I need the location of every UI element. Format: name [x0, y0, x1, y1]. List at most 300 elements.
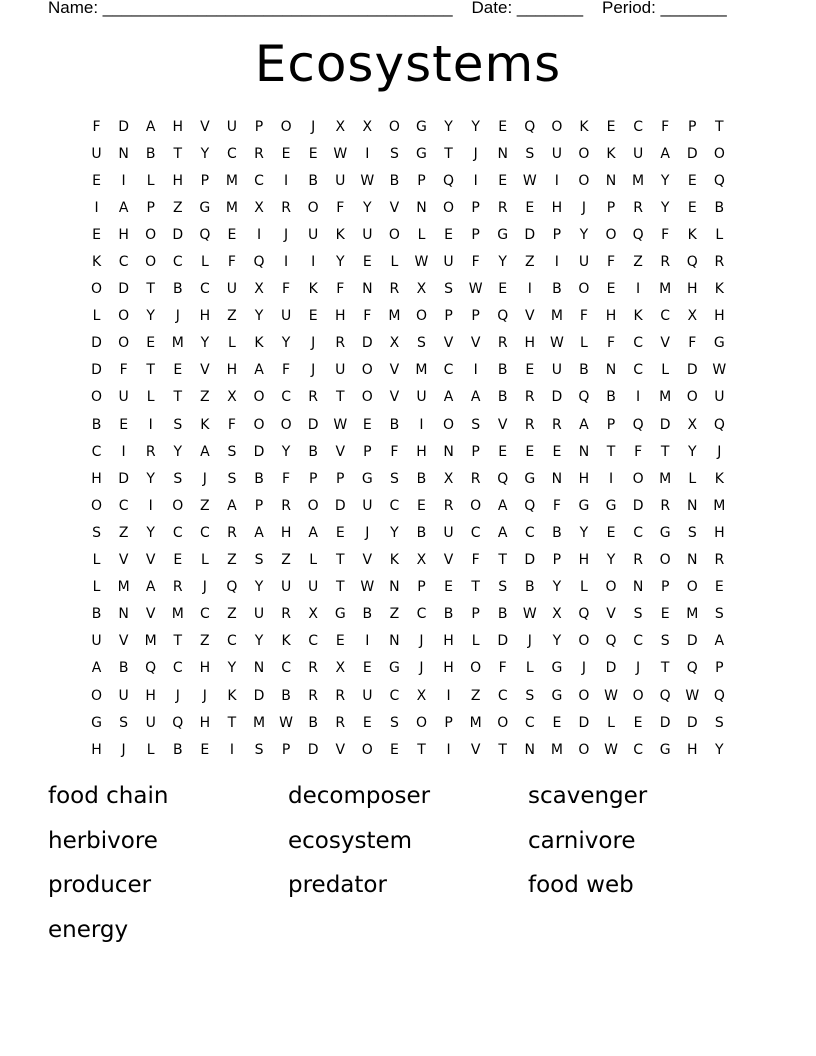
grid-letter: T — [173, 633, 183, 650]
grid-letter: V — [525, 308, 535, 325]
grid-letter: Q — [443, 172, 455, 189]
grid-letter: O — [443, 416, 455, 433]
grid-letter: I — [121, 443, 126, 460]
grid-letter: G — [551, 687, 563, 704]
grid-letter: Y — [281, 335, 291, 352]
grid-letter: S — [227, 443, 237, 460]
grid-letter: D — [118, 118, 129, 135]
grid-letter: M — [659, 470, 672, 487]
grid-letter: J — [636, 660, 641, 677]
grid-letter: T — [471, 579, 480, 596]
grid-letter: C — [91, 443, 102, 460]
grid-letter: Y — [173, 443, 183, 460]
grid-letter: N — [389, 633, 400, 650]
grid-letter: J — [419, 633, 424, 650]
grid-letter: O — [172, 497, 184, 514]
word-bank-item: food chain — [48, 783, 169, 809]
grid-letter: I — [94, 199, 99, 216]
grid-letter: U — [253, 606, 265, 623]
grid-letter: Q — [713, 172, 725, 189]
grid-letter: Y — [552, 633, 562, 650]
grid-letter: L — [146, 172, 155, 189]
grid-letter: N — [605, 172, 617, 189]
grid-letter: E — [444, 226, 453, 243]
grid-row — [83, 736, 733, 763]
grid-letter: D — [253, 443, 265, 460]
grid-letter: P — [254, 118, 264, 135]
grid-letter: R — [308, 389, 319, 406]
grid-letter: U — [362, 687, 373, 704]
grid-letter: B — [254, 470, 264, 487]
grid-letter: Q — [497, 308, 509, 325]
name-field-label: Name: _____________________________________ — [48, 0, 453, 17]
grid-letter: B — [443, 606, 454, 623]
grid-letter: U — [145, 714, 156, 731]
grid-letter: X — [308, 606, 318, 623]
grid-row — [83, 655, 733, 682]
grid-letter: P — [471, 226, 480, 243]
grid-row — [83, 248, 733, 275]
grid-letter: Y — [579, 226, 589, 243]
grid-letter: K — [606, 145, 616, 162]
grid-letter: C — [227, 633, 237, 650]
grid-letter: X — [389, 335, 400, 352]
grid-letter: F — [471, 552, 480, 569]
grid-letter: V — [118, 552, 129, 569]
grid-letter: H — [199, 308, 211, 325]
grid-letter: I — [636, 389, 641, 406]
grid-letter: R — [524, 389, 535, 406]
grid-letter: D — [118, 470, 129, 487]
grid-letter: W — [279, 714, 293, 731]
grid-letter: Y — [254, 633, 264, 650]
grid-letter: N — [118, 145, 129, 162]
grid-letter: Y — [200, 145, 210, 162]
grid-letter: H — [334, 308, 346, 325]
grid-letter: M — [469, 714, 482, 731]
grid-letter: M — [225, 199, 238, 216]
grid-letter: A — [200, 443, 210, 460]
grid-letter: H — [226, 362, 238, 379]
grid-letter: W — [360, 172, 375, 189]
grid-letter: G — [713, 335, 725, 352]
grid-letter: S — [227, 470, 237, 487]
grid-letter: M — [415, 362, 428, 379]
grid-letter: P — [444, 308, 453, 325]
grid-letter: D — [551, 389, 563, 406]
grid-letter: O — [361, 741, 373, 758]
grid-letter: O — [307, 497, 319, 514]
grid-letter: Q — [226, 579, 238, 596]
grid-letter: R — [335, 687, 346, 704]
grid-letter: H — [199, 660, 211, 677]
grid-letter: B — [497, 389, 508, 406]
grid-letter: D — [632, 497, 644, 514]
grid-letter: J — [581, 660, 587, 677]
grid-letter: J — [527, 633, 532, 650]
grid-letter: M — [117, 579, 130, 596]
grid-letter: H — [686, 281, 698, 298]
grid-letter: P — [308, 470, 318, 487]
grid-letter: F — [498, 660, 507, 677]
grid-letter: Q — [659, 687, 671, 704]
grid-letter: F — [634, 443, 643, 460]
grid-letter: I — [473, 172, 478, 189]
grid-letter: V — [470, 335, 481, 352]
grid-letter: O — [361, 362, 373, 379]
grid-letter: I — [554, 254, 559, 271]
grid-letter: D — [659, 416, 671, 433]
grid-letter: R — [281, 606, 291, 623]
grid-letter: C — [633, 335, 643, 352]
grid-letter: T — [227, 714, 237, 731]
grid-letter: E — [606, 524, 616, 541]
grid-letter: X — [552, 606, 562, 623]
grid-letter: D — [253, 687, 265, 704]
grid-letter: T — [417, 741, 426, 758]
grid-letter: P — [471, 199, 480, 216]
grid-letter: Q — [524, 118, 536, 135]
grid-letter: C — [470, 524, 481, 541]
grid-letter: H — [443, 660, 454, 677]
grid-letter: U — [443, 524, 454, 541]
grid-letter: O — [307, 199, 319, 216]
grid-letter: E — [92, 226, 101, 243]
grid-letter: J — [284, 226, 289, 243]
grid-letter: X — [687, 308, 698, 325]
grid-letter: D — [524, 552, 536, 569]
grid-letter: H — [443, 633, 454, 650]
grid-letter: I — [229, 741, 234, 758]
grid-letter: E — [281, 145, 291, 162]
grid-letter: F — [227, 416, 236, 433]
grid-letter: G — [416, 145, 427, 162]
grid-letter: Y — [390, 524, 399, 541]
grid-letter: L — [146, 741, 155, 758]
grid-letter: E — [146, 335, 156, 352]
grid-letter: P — [363, 443, 372, 460]
grid-letter: X — [687, 416, 698, 433]
grid-letter: C — [281, 660, 291, 677]
grid-letter: R — [443, 497, 454, 514]
grid-letter: C — [443, 362, 454, 379]
grid-letter: I — [365, 633, 370, 650]
grid-letter: Q — [145, 660, 157, 677]
grid-letter: N — [687, 497, 698, 514]
grid-letter: W — [333, 416, 348, 433]
grid-letter: J — [473, 145, 478, 162]
grid-letter: R — [714, 254, 725, 271]
grid-letter: V — [389, 389, 400, 406]
grid-letter: Y — [552, 579, 562, 596]
grid-letter: M — [252, 714, 266, 731]
grid-letter: O — [253, 389, 265, 406]
grid-letter: W — [604, 741, 618, 758]
grid-letter: M — [171, 606, 184, 623]
grid-letter: J — [311, 362, 316, 379]
grid-letter: P — [336, 470, 345, 487]
grid-letter: N — [632, 579, 644, 596]
grid-letter: N — [551, 470, 563, 487]
grid-letter: I — [554, 172, 559, 189]
grid-letter: W — [604, 687, 618, 704]
grid-letter: C — [281, 389, 291, 406]
grid-letter: H — [91, 741, 102, 758]
grid-letter: F — [363, 308, 372, 325]
grid-row — [83, 221, 733, 248]
grid-letter: C — [254, 172, 264, 189]
grid-letter: U — [308, 226, 319, 243]
grid-letter: E — [498, 172, 508, 189]
grid-letter: Q — [524, 497, 536, 514]
grid-letter: C — [118, 254, 129, 271]
grid-letter: O — [497, 714, 509, 731]
grid-letter: B — [362, 606, 373, 623]
grid-letter: O — [578, 687, 590, 704]
grid-letter: K — [714, 470, 724, 487]
grid-letter: L — [525, 660, 534, 677]
grid-letter: M — [144, 633, 157, 650]
grid-letter: O — [118, 308, 130, 325]
grid-letter: I — [121, 172, 126, 189]
grid-letter: Q — [632, 226, 644, 243]
grid-letter: Z — [389, 606, 400, 623]
grid-letter: J — [365, 524, 370, 541]
grid-letter: D — [118, 281, 129, 298]
grid-letter: E — [227, 226, 237, 243]
grid-row — [83, 547, 733, 574]
grid-letter: U — [226, 281, 238, 298]
grid-letter: Z — [281, 552, 291, 569]
grid-letter: C — [199, 524, 210, 541]
grid-letter: U — [551, 145, 562, 162]
grid-letter: V — [660, 335, 670, 352]
grid-letter: O — [91, 687, 103, 704]
grid-letter: P — [471, 443, 480, 460]
grid-letter: I — [636, 281, 641, 298]
grid-letter: O — [578, 281, 590, 298]
grid-row — [83, 438, 733, 465]
grid-letter: E — [389, 741, 399, 758]
grid-letter: C — [172, 524, 183, 541]
grid-letter: T — [498, 741, 507, 758]
grid-row — [83, 574, 733, 601]
grid-letter: C — [524, 524, 535, 541]
grid-letter: U — [118, 389, 129, 406]
grid-letter: O — [443, 199, 455, 216]
grid-row — [83, 682, 733, 709]
grid-letter: C — [633, 741, 643, 758]
grid-letter: R — [660, 497, 671, 514]
grid-letter: D — [91, 362, 102, 379]
grid-letter: Q — [578, 606, 590, 623]
grid-letter: Y — [660, 199, 670, 216]
grid-letter: B — [172, 741, 183, 758]
grid-letter: O — [415, 308, 427, 325]
grid-letter: S — [173, 416, 183, 433]
grid-letter: N — [524, 741, 536, 758]
grid-letter: H — [524, 335, 536, 352]
grid-letter: H — [714, 308, 725, 325]
grid-letter: O — [659, 552, 671, 569]
grid-letter: Q — [199, 226, 211, 243]
grid-letter: R — [633, 552, 643, 569]
grid-letter: K — [633, 308, 643, 325]
grid-letter: E — [92, 172, 101, 189]
grid-letter: O — [470, 660, 482, 677]
grid-letter: Y — [146, 524, 155, 541]
grid-letter: M — [171, 335, 184, 352]
grid-letter: J — [311, 118, 316, 135]
grid-letter: K — [335, 226, 345, 243]
grid-letter: R — [145, 443, 156, 460]
grid-letter: C — [389, 687, 400, 704]
grid-letter: E — [606, 281, 616, 298]
grid-letter: A — [497, 497, 508, 514]
grid-letter: F — [471, 254, 480, 271]
grid-letter: B — [308, 172, 318, 189]
grid-letter: M — [686, 606, 699, 623]
grid-letter: L — [607, 714, 615, 731]
grid-letter: B — [172, 281, 183, 298]
grid-letter: E — [362, 660, 372, 677]
grid-letter: R — [281, 199, 291, 216]
word-bank-item: food web — [528, 872, 634, 898]
grid-letter: U — [362, 226, 373, 243]
grid-letter: S — [471, 416, 481, 433]
grid-letter: Z — [172, 199, 183, 216]
grid-letter: O — [415, 714, 427, 731]
grid-letter: P — [417, 579, 426, 596]
grid-letter: F — [661, 226, 670, 243]
grid-letter: Y — [227, 660, 237, 677]
grid-letter: C — [227, 145, 237, 162]
grid-letter: D — [578, 714, 590, 731]
word-bank-item: scavenger — [528, 783, 648, 809]
grid-row — [83, 465, 733, 492]
grid-letter: O — [632, 470, 644, 487]
grid-letter: Z — [633, 254, 643, 271]
grid-letter: I — [527, 281, 532, 298]
grid-letter: H — [91, 470, 102, 487]
grid-letter: W — [468, 281, 483, 298]
grid-letter: Z — [227, 552, 237, 569]
header-fields — [48, 0, 748, 19]
grid-letter: B — [118, 660, 129, 677]
grid-letter: U — [335, 172, 346, 189]
grid-letter: W — [414, 254, 429, 271]
grid-letter: E — [362, 416, 372, 433]
grid-letter: L — [146, 389, 155, 406]
grid-letter: X — [416, 281, 427, 298]
grid-letter: X — [335, 660, 346, 677]
grid-letter: S — [389, 714, 399, 731]
grid-letter: S — [498, 579, 508, 596]
grid-letter: W — [712, 362, 727, 379]
grid-letter: B — [308, 443, 318, 460]
grid-letter: H — [578, 552, 590, 569]
grid-letter: G — [388, 660, 400, 677]
word-bank-item: carnivore — [528, 827, 636, 854]
grid-letter: I — [446, 687, 451, 704]
grid-letter: X — [443, 470, 454, 487]
header-spacer — [453, 0, 472, 17]
grid-letter: A — [254, 362, 264, 379]
grid-letter: U — [335, 362, 346, 379]
grid-letter: C — [633, 633, 643, 650]
grid-letter: D — [307, 741, 319, 758]
grid-letter: D — [686, 145, 698, 162]
grid-letter: R — [335, 335, 346, 352]
grid-letter: H — [686, 741, 698, 758]
grid-letter: P — [606, 199, 616, 216]
grid-letter: X — [362, 118, 373, 135]
grid-letter: Q — [578, 389, 590, 406]
grid-letter: O — [118, 335, 130, 352]
grid-letter: U — [226, 118, 238, 135]
grid-letter: S — [444, 281, 453, 298]
grid-letter: I — [311, 254, 316, 271]
grid-letter: P — [471, 308, 480, 325]
grid-letter: Y — [146, 308, 155, 325]
grid-letter: O — [578, 741, 590, 758]
grid-letter: Q — [686, 254, 698, 271]
grid-letter: V — [335, 443, 346, 460]
grid-letter: T — [335, 389, 345, 406]
grid-letter: S — [254, 552, 264, 569]
grid-letter: M — [659, 281, 672, 298]
word-search-grid — [83, 113, 733, 763]
grid-letter: K — [687, 226, 697, 243]
grid-letter: L — [200, 254, 209, 271]
grid-letter: I — [148, 416, 153, 433]
grid-letter: U — [91, 145, 102, 162]
grid-letter: O — [605, 579, 617, 596]
grid-letter: A — [254, 524, 264, 541]
grid-letter: Z — [200, 497, 210, 514]
grid-letter: Y — [363, 199, 372, 216]
grid-letter: Y — [660, 172, 670, 189]
grid-letter: B — [552, 281, 562, 298]
grid-letter: L — [200, 552, 209, 569]
grid-letter: P — [552, 226, 562, 243]
grid-letter: E — [119, 416, 129, 433]
grid-letter: N — [687, 552, 698, 569]
grid-letter: U — [578, 254, 590, 271]
grid-letter: Q — [713, 687, 725, 704]
grid-letter: E — [552, 443, 562, 460]
grid-letter: H — [118, 226, 129, 243]
grid-letter: X — [254, 281, 264, 298]
grid-letter: E — [362, 714, 372, 731]
grid-letter: E — [687, 172, 697, 189]
grid-letter: T — [146, 281, 155, 298]
grid-letter: E — [173, 552, 183, 569]
grid-letter: F — [579, 308, 588, 325]
grid-letter: H — [172, 172, 184, 189]
grid-letter: E — [173, 362, 183, 379]
grid-letter: R — [335, 714, 346, 731]
grid-letter: C — [497, 687, 508, 704]
grid-letter: F — [336, 199, 345, 216]
grid-letter: Y — [254, 308, 264, 325]
grid-letter: A — [118, 199, 129, 216]
grid-letter: N — [578, 443, 590, 460]
grid-letter: O — [91, 281, 103, 298]
grid-letter: E — [633, 714, 643, 731]
grid-letter: B — [524, 579, 535, 596]
grid-letter: Y — [200, 335, 210, 352]
